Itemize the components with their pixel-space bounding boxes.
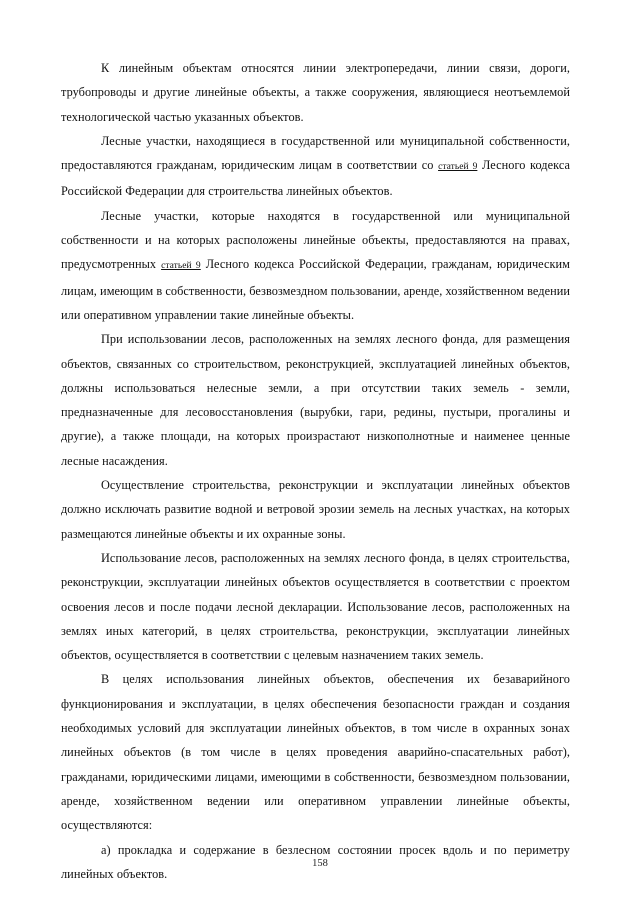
paragraph-p7 <box>61 667 570 837</box>
paragraph-p5 <box>61 473 570 546</box>
paragraph-text: При использовании лесов, расположенных на землях лесного фонда, для размещения объектов, связанных со строительством, реконструкцией, эксплуатацией линейных объектов, должны использоваться нелесные земли, а при отсутствии таких земель - земли, предназначенные для лесовосстановления (вырубки, гари, редины, пустыри, прогалины и другие), а также площади, на которых произрастают низкополнотные и наименее ценные лесные насаждения. <box>61 332 570 468</box>
article-9-link[interactable]: статьей 9 <box>161 261 201 272</box>
paragraph-p1 <box>61 56 570 129</box>
article-9-link[interactable]: статьей 9 <box>438 162 478 173</box>
document-body <box>61 56 570 886</box>
page-number: 158 <box>312 858 328 869</box>
paragraph-p2 <box>61 129 570 204</box>
paragraph-text: Осуществление строительства, реконструкции и эксплуатации линейных объектов должно исключать развитие водной и ветровой эрозии земель на лесных участках, на которых размещаются линейные объекты и их охранные зоны. <box>61 478 570 541</box>
paragraph-text: Лесного кодекса Российской Федерации, гражданам, юридическим лицам, имеющим в собственности, безвозмездном пользовании, аренде, хозяйственном ведении или оперативном управлении такие линейные объекты. <box>61 257 570 322</box>
paragraph-text: Лесные участки, находящиеся в государственной или муниципальной собственности, предоставляются гражданам, юридическим лицам в соответствии со <box>61 133 570 173</box>
paragraph-p4 <box>61 327 570 473</box>
paragraph-text: В целях использования линейных объектов, обеспечения их безаварийного функционирования и эксплуатации, в целях обеспечения безопасности граждан и создания необходимых условий для эксплуатации линейных объектов, в том числе в охранных зонах линейных объектов (в том числе в целях проведения аварийно-спасательных работ), гражданами, юридическими лицами, имеющими в собственности, безвозмездном пользовании, аренде, хозяйственном ведении или оперативном управлении линейные объекты, осуществляются: <box>61 672 570 833</box>
paragraph-text: Лесные участки, которые находятся в государственной или муниципальной собственности и на которых расположены линейные объекты, предоставляются на правах, предусмотренных <box>61 208 570 272</box>
paragraph-text: Использование лесов, расположенных на землях лесного фонда, в целях строительства, реконструкции, эксплуатации линейных объектов осуществляется в соответствии с проектом освоения лесов и после подачи лесной декларации. Использование лесов, расположенных на землях иных категорий, в целях строительства, реконструкции, эксплуатации линейных объектов, осуществляется в соответствии с целевым назначением таких земель. <box>61 550 570 663</box>
paragraph-p3 <box>61 204 570 327</box>
paragraph-p6 <box>61 546 570 667</box>
paragraph-text: Лесного кодекса Российской Федерации для строительства линейных объектов. <box>61 158 570 199</box>
paragraph-text: К линейным объектам относятся линии электропередачи, линии связи, дороги, трубопроводы и другие линейные объекты, а также сооружения, являющиеся неотъемлемой технологической частью указанных объектов. <box>61 61 570 124</box>
paragraph-text: а) прокладка и содержание в безлесном состоянии просек вдоль и по периметру линейных объектов. <box>61 842 570 881</box>
